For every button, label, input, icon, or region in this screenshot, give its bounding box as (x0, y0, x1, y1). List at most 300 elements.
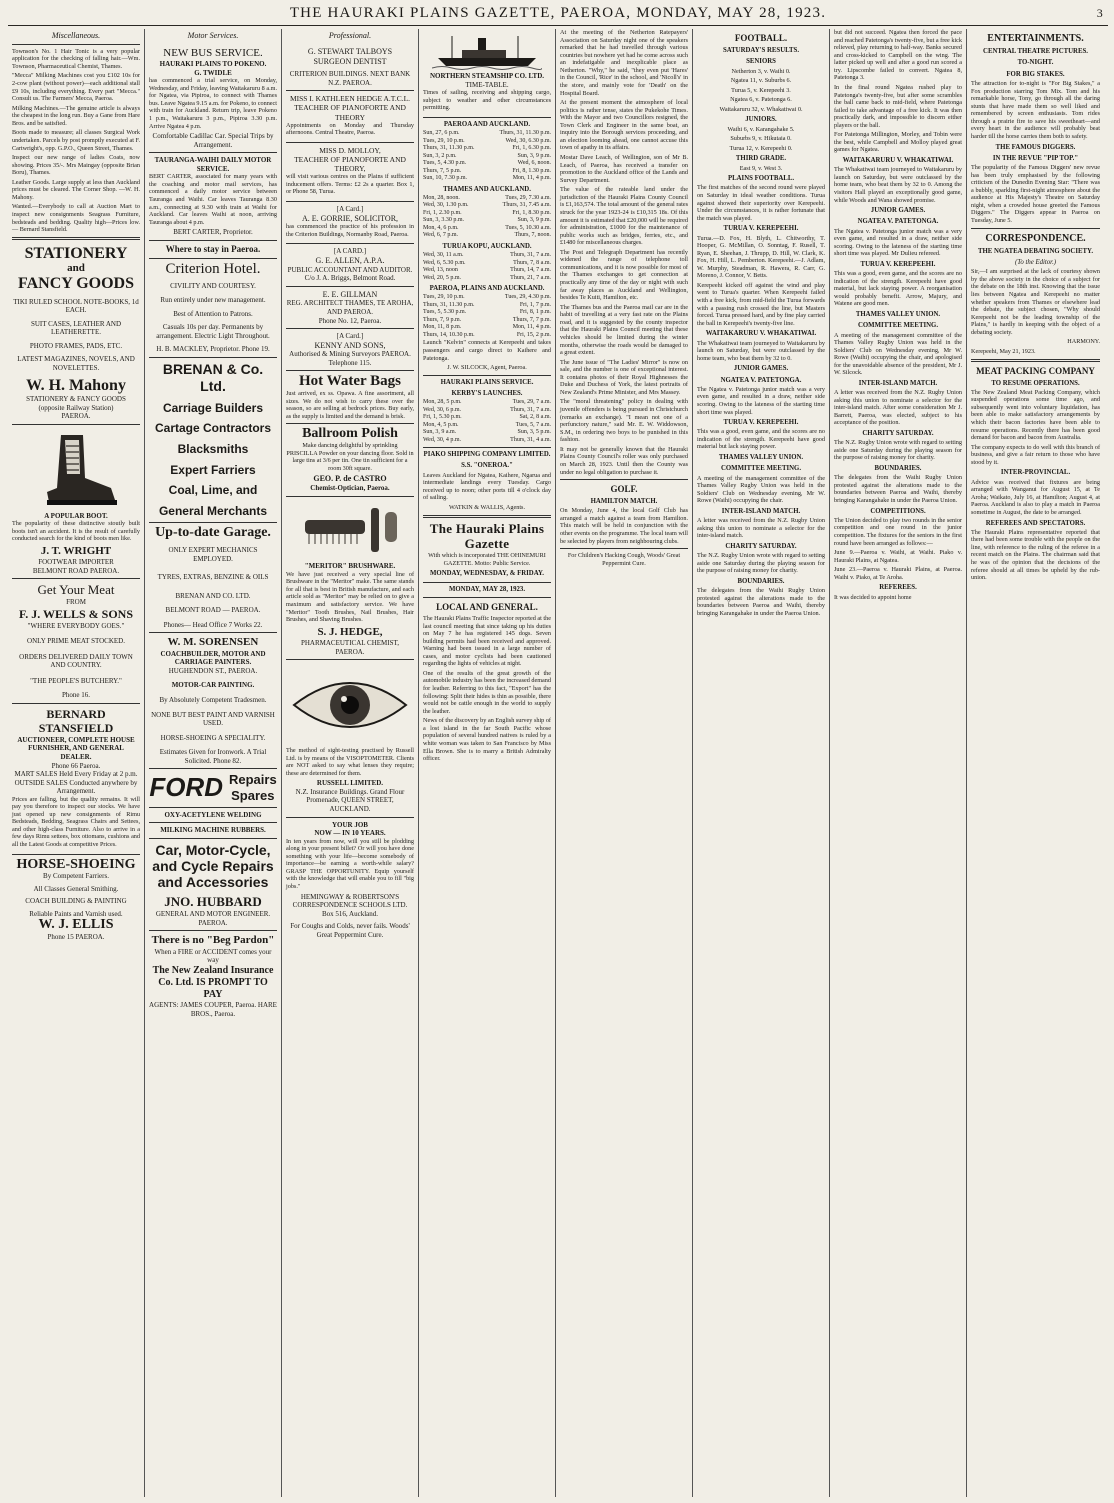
bp-title: Ballroom Polish (302, 426, 398, 442)
card-line: TEACHER OF PIANOFORTE AND THEORY, (294, 155, 406, 174)
boundaries-heading: BOUNDARIES. (874, 465, 922, 472)
garage-ad (149, 523, 277, 634)
result-line: Waihi 6, v. Karangahake 5. (727, 125, 795, 133)
timetable-row (423, 260, 551, 268)
competitions-heading: COMPETITIONS. (870, 507, 926, 515)
bp-copy: Make dancing delightful by sprinkling PRISCILLA Powder on your dancing floor. Sold in large tins at 3/6 per tin. One tin sufficient for a room 30ft square. (286, 442, 414, 472)
match-heading: TURUA V. KEREPEEHI. (860, 260, 936, 268)
results-heading: SATURDAY'S RESULTS. (722, 46, 800, 54)
fixture-line: June 23.—Paeroa v. Hauraki Plains, at Paeroa. Waihi v. Piako, at Te Aroha. (834, 566, 962, 581)
timetable-row (423, 302, 551, 310)
news-paragraph: Turua.—D. Fox, H. Blyth, L. Chitworthy, T. Hooper, G. McMillan, O. Sonntag, F. Rusell, T. Ryan, E. Sheehan, J. Thrupp, D. Hill, W. Clark, K. Fox, H. Hill, L. Pemberton. Kerepeehi.—J. Adlam, W. Murphy, Steadman, R. Hawera, R. Carr, G. Moreno, J. Connor, V. Betts. (697, 234, 825, 280)
tonight-heading: TO-NIGHT. (1017, 59, 1054, 67)
card-copy: has commenced the practice of his profession in the Criterion Buildings, Normanby Road, Paeroa. (286, 223, 414, 238)
news-paragraph: This was a good, even game, and the scores are no indication of the strength. Kerepeehi have good material but lack staying power. (697, 428, 825, 451)
stationery-ad (12, 243, 140, 425)
diggers-heading: THE FAMOUS DIGGERS. (995, 143, 1076, 151)
bus-line: Comfortable Cadillac Car. Special Trips by Arrangement. (152, 132, 274, 149)
gillman-card (286, 287, 414, 329)
meritor-ad (286, 497, 414, 661)
stationery-line: LATEST MAGAZINES, NOVELS, AND NOVELETTES. (17, 355, 135, 372)
gazette-motto: With which is incorporated THE OHINEMURI GAZETTE. Motto: Public Service. (428, 552, 546, 567)
timetable-heading: TURUA KOPU, AUCKLAND. (442, 242, 532, 250)
football-heading: FOOTBALL. (734, 33, 788, 43)
timetable-row (423, 145, 551, 153)
timetable-row (423, 324, 551, 332)
news-paragraph: The value of the rateable land under the jurisdiction of the Hauraki Plains County Council is £1,163,574. The total amount of the general rates struck for the year 1923-24 is £10,315 18s. Of this amount it is estimated that £20,000 will be required for administration, £1000 for the maintenance of public works such as bridges, ferries, etc., and £1480 for miscellaneous charges. (560, 186, 688, 247)
timetable-cell: Thurs, 21, 7 a.m. (510, 274, 551, 281)
card-line: REG. ARCHITECT THAMES, TE AROHA, AND PAEROA. (286, 299, 414, 316)
tw-title: TAURANGA-WAIHI DAILY MOTOR SERVICE. (154, 156, 272, 173)
classified-ad: Milking Machines.—The genuine article is always the cheapest in the long run. Buy a Gane from Hare Bros. and be satisfied. (12, 104, 140, 127)
news-paragraph: One of the results of the great growth of the automobile industry has been the increased demand for leather. Referring to this fact, "Export" has the following: Split their hides is thin as possible, there would not be cattle enough in the world to supply the leather. (423, 669, 551, 715)
sorensen-line: NONE BUT BEST PAINT AND VARNISH USED. (151, 710, 275, 728)
card-tag: [A CARD.] (333, 247, 367, 256)
hw-copy: Just arrived, ex ss. Opawa. A fine assortment, all sizes. We do not wish to carry these over the season, so are selling at bedrock prices. Buy early, as the supply is limited and the demand is brisk. (286, 390, 414, 420)
stay-heading: Where to stay in Paeroa. (165, 243, 261, 254)
kenny-card (286, 329, 414, 371)
match-heading: NGATEA V. PATETONGA. (720, 376, 802, 384)
eye-illustration (290, 665, 410, 745)
criterion-line: H. B. MACKLEY, Proprietor. Phone 19. (156, 345, 270, 354)
sorensen-line: COACHBUILDER, MOTOR AND CARRIAGE PAINTERS. (160, 649, 266, 667)
brushware-illustration (295, 500, 405, 560)
timetable-cell: Thurs, 14, 10.30 p.m. (423, 331, 475, 338)
timetable-row (423, 399, 551, 407)
to-editor: (To the Editor.) (1014, 259, 1057, 267)
timetable-cell: Tues, 29, 4.30 p.m. (504, 294, 551, 301)
news-paragraph: The company expects to do well with this branch of business, and give a fair return to those who have stood by it. (971, 443, 1100, 466)
sorensen-line: HORSE-SHOEING A SPECIALITY. (160, 733, 266, 742)
card-line: TEACHER OF PIANOFORTE AND THEORY (294, 103, 406, 122)
job-school: HEMINGWAY & ROBERTSON'S CORRESPONDENCE SCHOOLS LTD. Box 516, Auckland. (292, 892, 408, 918)
column-1 (8, 29, 145, 1497)
stansfield-line: AUCTIONEER, COMPLETE HOUSE FURNISHER, AND GENERAL DEALER. (17, 735, 135, 761)
brenan-line: Blacksmiths (177, 442, 249, 457)
timetable-cell: Wed, 30, 6.30 p.m. (505, 137, 551, 144)
juniors-results (697, 126, 825, 153)
timetable-cell: Tues, 5, 5.30 p.m. (423, 309, 467, 316)
news-paragraph: It may not be generally known that the Hauraki Plains County Council's roller was only purchased on March 28, 1923. Until then the County was under no legal obligation to purchase it. (560, 445, 688, 476)
boot-illustration (31, 430, 121, 510)
hot-water-bags-ad (286, 371, 414, 496)
tw-proprietor: BERT CARTER, Proprietor. (173, 228, 253, 237)
russell-ad (286, 660, 414, 817)
timetable-row (423, 168, 551, 176)
steamship-ad (423, 29, 551, 118)
timetable-cell: Mon, 28, noon. (423, 194, 460, 201)
kerbys-launches-heading: KERBY'S LAUNCHES. (451, 389, 523, 397)
timetable-heading: THAMES AND AUCKLAND. (443, 185, 531, 193)
news-paragraph: The Post and Telegraph Department has recently widened the range of telephone toll communications, and it is now possible for most of the Thames exchanges to get connection at practically any time of the day or night with such far away places as Auckland and Wellington, besides Te Kuiti, Hamilton, etc. (560, 248, 688, 302)
mahony-line: (opposite Railway Station) (38, 403, 114, 412)
hedge-card (286, 91, 414, 143)
timetable-row (423, 437, 551, 445)
revue-heading: IN THE REVUE "PIP TOP." (992, 154, 1079, 162)
result-line: Suburbs 9, v. Hikutaia 0. (730, 135, 792, 143)
timetable-cell: Fri, 8, 1 p.m. (519, 309, 551, 316)
boot-ad (12, 425, 140, 580)
news-paragraph: It was decided to appoint home (834, 593, 912, 601)
ellis-line: Reliable Paints and Varnish used. (29, 909, 123, 918)
bus-owner: G. TWIDLE (194, 68, 232, 77)
timetable-cell: Mon, 4, 6 p.m. (423, 224, 459, 231)
film-title: FOR BIG STAKES. (1006, 70, 1065, 78)
molloy-card (286, 143, 414, 202)
criterion-line: Casuals 10s per day. Permanents by arrangement. Electric Light Throughout. (156, 323, 270, 340)
meat-line: ORDERS DELIVERED DAILY TOWN AND COUNTRY. (19, 652, 133, 670)
timetable-cell: Sun, 3, 9 a.m. (423, 429, 457, 436)
timetable-cell: Thurs, 7, 5 p.m. (423, 167, 462, 174)
timetable-cell: Sun, 3, 3.30 p.m. (423, 217, 465, 224)
gazette-nameplate: The Hauraki Plains Gazette (429, 520, 545, 552)
local-and-general-heading: LOCAL AND GENERAL. (436, 601, 538, 612)
news-paragraph: The "moral threatening" policy in dealing with juvenile offenders is being pursued in Christchurch (remarks an exchange). "I mean not one of a perfunctory nature," said Mr. E. W. Widdowson, S.M., in ordering two boys to be punished in this fashion. (560, 398, 688, 444)
allen-card (286, 244, 414, 286)
sorensen-ad (149, 633, 277, 769)
horse-shoeing-title: HORSE-SHOEING (16, 856, 136, 872)
timetable-row (423, 210, 551, 218)
timetable-cell: Sat, 2, 8 a.m. (519, 414, 551, 421)
insurance-agents: AGENTS: JAMES COUPER, Paeroa. HARE BROS., Paeroa. (149, 1001, 277, 1018)
sorensen-line: MOTOR-CAR PAINTING. (171, 681, 255, 690)
section-heading-professional: Professional. (328, 31, 372, 40)
third-grade-results (697, 165, 825, 173)
meat-line: "THE PEOPLE'S BUTCHERY." (30, 676, 122, 685)
union-heading: THAMES VALLEY UNION. (718, 454, 804, 462)
nsc-title: NORTHERN STEAMSHIP CO. LTD. (429, 72, 545, 80)
ellis-phone: Phone 15 PAEROA. (47, 933, 105, 942)
peppermint-cure-ad: For Children's Hacking Cough, Woods' Great Peppermint Cure. (567, 552, 681, 567)
news-paragraph: The Union decided to play two rounds in the senior competition and one round in the junior competition. The fixtures for the seniors in the first round have been arranged as follows:— (834, 516, 962, 547)
match-heading: WAITAKARURU V. WHAKATIWAI. (842, 157, 954, 164)
stansfield-sales: MART SALES Held Every Friday at 2 p.m. OUTSIDE SALES Conducted anywhere by Arrangement. (14, 770, 138, 796)
news-paragraph: At the meeting of the Netherton Ratepayers' Association on Saturday night one of the speakers remarked that he had travelled through various countries but nowhere yet had he come across such an indefatigable and inexplicable place as Netherton. "Why," he said, "they even put 'Hares' in the Council, 'Rice' in the school, and 'Nicoll's' in the store, and mainly vote for 'Death' on the Hospital Board. (560, 29, 688, 97)
golf-heading: GOLF. (610, 484, 638, 495)
gorrie-card (286, 202, 414, 244)
boot-wright: J. T. WRIGHT (40, 545, 112, 558)
news-paragraph: A letter was received from the N.Z. Rugby Union asking this union to nominate a selector for the inter-island match. (697, 517, 825, 540)
timetable-row (423, 138, 551, 146)
news-paragraph: The N.Z. Rugby Union wrote with regard to setting aside one Saturday during the playing season for the purpose of raising money for charity. (834, 439, 962, 462)
timetable-cell: Sun, 10, 7.30 p.m. (423, 175, 468, 182)
meat-packing-subheading: TO RESUME OPERATIONS. (991, 379, 1080, 387)
hw-title: Hot Water Bags (299, 373, 401, 390)
criterion-ad (149, 241, 277, 358)
timetable-cell: Tues, 29, 7 a.m. (512, 399, 551, 406)
timetable-cell: Sun, 3, 5 p.m. (517, 429, 551, 436)
timetable-thames-auckland (423, 195, 551, 240)
masthead-title: THE HAURAKI PLAINS GAZETTE, PAEROA, MONDAY, MAY 28, 1923. (289, 5, 827, 21)
mahony-line: PAEROA. (61, 412, 91, 421)
news-paragraph: In the final round Ngatea rushed play to Patetonga's twenty-five, but after some scrambles the ball came back to mid-field, where Patetonga failed to take advantage of a free kick. It was then practically dark, and impossible to discern either players or the ball. (834, 83, 962, 129)
hubbard-name: JNO. HUBBARD (164, 894, 262, 910)
timetable-row (423, 130, 551, 138)
timetable-paeroa-auckland (423, 130, 551, 183)
news-paragraph: The Hauraki Plains representative reported that there had been some trouble with the people on the line, with reference to the ruling of the referee in a recent match on the Plains. The chairman said that he was of the opinion that the decisions of the referee should at all times be upheld by the rub-union. (971, 528, 1100, 582)
timetable-row (423, 414, 551, 422)
timetable-cell: Fri, 8, 1.30 p.m. (512, 167, 551, 174)
brenan-title: BRENAN & Co. Ltd. (162, 360, 264, 394)
classified-ad: Townson's No. 1 Hair Tonic is a very popular application for the checking of falling hair.—Wm. Townson, Pharmaceutical Chemist, Thames. (12, 47, 140, 70)
timetable-row (423, 422, 551, 430)
seniors-results (697, 68, 825, 114)
correspondence-school-ad (286, 818, 414, 943)
ford-spares: Spares (231, 788, 275, 804)
hedge-chemist-name: S. J. HEDGE, (317, 625, 383, 638)
result-line: Ngatea 6, v. Patetonga 6. (730, 96, 792, 104)
timetable-cell: Thurs, 31, 11.30 p.m. (423, 145, 475, 152)
timetable-cell: Mon, 4, 5 p.m. (423, 421, 459, 428)
classified-ad: Leather Goods. Large supply at less than Auckland prices must be cleared. The Corner Shop. —W. H. Mahony. (12, 178, 140, 201)
match-heading: TURUA V. KEREPEEHI. (723, 225, 799, 233)
timetable-row (423, 294, 551, 302)
timetable-cell: Thurs, 31, 7.45 a.m. (502, 202, 551, 209)
letter-dateline: Kerepeehi, May 21, 1923. (971, 347, 1036, 355)
timetable-cell: Wed, 30, 4 p.m. (423, 436, 462, 443)
card-copy: will visit various centres on the Plains if sufficient inducement offers. Terms: £2 2s a quarter. Box 1, or Phone 58, Turua. (286, 173, 414, 196)
inter-island-heading: INTER-ISLAND MATCH. (721, 507, 801, 515)
insurance-company: The New Zealand Insurance Co. Ltd. IS PROMPT TO PAY (152, 964, 274, 1000)
timetable-row (423, 225, 551, 233)
hedge-chemist-line: PHARMACEUTICAL CHEMIST, PAEROA. (300, 639, 399, 656)
bus-copy: has commenced a trial service, on Monday, Wednesday, and Friday, leaving Waitakaruru 8 a.m. for Ngatea, via Pipiroa, to connect with Thames bus. Leave Ngatea 9.15 a.m. for Pokeno, to connect with train for Auckland. Return trip, leave Pokeno 1 p.m., Waitakaruru 3 p.m., Pipiroa 3.30 p.m. Arrive Ngatea 4 p.m. (149, 77, 278, 130)
timetable-cell: Wed, 20, 5 p.m. (423, 274, 462, 281)
news-paragraph: On Monday, June 4, the local Golf Club has arranged a match against a team from Hamilton. This match will be held in conjunction with the other events on the programme. The local team will be selected by players from neighbouring clubs. (560, 507, 688, 545)
timetable-row (423, 160, 551, 168)
column-7 (830, 29, 967, 1497)
job-subtitle: NOW — IN 10 YEARS. (314, 829, 386, 838)
boot-heading: A POPULAR BOOT. (44, 511, 108, 520)
column-8 (967, 29, 1104, 1497)
timetable-row (423, 217, 551, 225)
timetable-cell: Tues, 5, 10.30 a.m. (505, 224, 551, 231)
ford-repairs: Repairs (228, 772, 277, 788)
charity-heading: CHARITY SATURDAY. (725, 542, 797, 550)
timetable-cell: Fri, 1, 7 p.m. (519, 301, 551, 308)
timetable-cell: Wed, 6, 5.30 p.m. (423, 259, 466, 266)
third-grade-heading: THIRD GRADE. (735, 155, 787, 163)
timetable-row (423, 153, 551, 161)
timetable-cell: Thurs, 7, 9 p.m. (423, 316, 462, 323)
page-number: 3 (1096, 6, 1104, 20)
stationery-and: and (67, 262, 85, 275)
match-heading: TURUA V. KEREPEEHI. (723, 419, 799, 427)
timetable-cell: Thurs, 31, 11.30 p.m. (423, 301, 475, 308)
hauraki-service-heading: HAURAKI PLAINS SERVICE. (440, 378, 534, 386)
brenan-line: General Merchants (158, 503, 268, 518)
nsc-subtitle: TIME-TABLE. (465, 80, 509, 89)
timetable-cell: Fri, 15, 2 p.m. (516, 331, 551, 338)
news-paragraph: The delegates from the Waihi Rugby Union protested against the alterations made to the boundaries between Paeroa and Waihi, thereby bringing Karangahake in under the Paeroa Union. (834, 474, 962, 504)
meat-line: "WHERE EVERYBODY GOES." (27, 621, 125, 630)
steamship-illustration (432, 34, 542, 70)
timetable-cell: Tues, 5, 4.30 p.m. (423, 160, 467, 167)
news-paragraph: The first matches of the second round were played on Saturday in ideal weather conditions. Turua against showed their superiority over Kerepeehi. Under the circumstances, it is rather fortunate that the match was played. (697, 184, 825, 222)
timetable-cell: Thurs, 7, 8 a.m. (513, 259, 551, 266)
brenan-line: Carriage Builders (162, 400, 264, 415)
ellis-line: By Competent Farriers. (43, 872, 109, 881)
stansfield-copy: Prices are falling, but the quality remains. It will pay you therefore to inspect our stocks. We have just opened up new consignments of Rimu Bedsteads, Bedding, Seagrass Chairs and Settees, and other high-class Furniture. Also to arrive in a few days Rimu settees, box ottomans, cushions and all the Latest Goods at competitive Prices. (12, 795, 140, 849)
hubbard-title: Car, Motor-Cycle, and Cycle Repairs and Accessories (152, 841, 274, 891)
timetable-row (423, 429, 551, 437)
card-copy: Appointments on Monday and Thursday afternoons. Central Theatre, Paeroa. (286, 121, 414, 137)
result-line: Turua 5, v. Kerepeehi 3. (731, 86, 791, 94)
result-line: Waitakaruru 32, v. Whakatiwai 0. (719, 105, 803, 113)
timetable-cell: Mon, 11, 4 p.m. (512, 175, 551, 182)
sorensen-name: W. M. SORENSEN (167, 636, 259, 649)
stationery-title: STATIONERY (24, 244, 128, 262)
piako-copy: Leaves Auckland for Ngatea, Kaihere, Ngarua and intermediate landings every Tuesday. Cargo received up to noon; other ports till 4 o'clock day of sailing. (423, 471, 551, 502)
columns (8, 29, 1108, 1497)
stansfield-phone: Phone 66 Paeroa. (51, 761, 101, 770)
criterion-line: Run entirely under new management. (160, 296, 266, 304)
decastro-name: GEO. P. de CASTRO (313, 474, 387, 484)
timetable-cell: Wed, 30, 11 a.m. (423, 252, 464, 259)
section-heading-miscellaneous: Miscellaneous. (51, 31, 101, 40)
classified-ad: Inspect our new range of ladies Coats, now showing. Prices 35/-. Mrs Maingay (opposite Brian Boru), Thames. (12, 154, 140, 177)
brenan-line: Expert Farriers (170, 462, 256, 477)
meat-wells: F. J. WELLS & SONS (18, 606, 134, 621)
classified-ad: "Mecca" Milking Machines cost you £102 10s for 2-cow plant (without power)—each additional stall £9 10s, including everything. Every part "Mecca." Consult us. The Farmers' Mecca, Paeroa. (12, 72, 140, 103)
russell-address: N.Z. Insurance Buildings. Grand Flour Promenade, QUEEN STREET, AUCKLAND. (295, 787, 405, 813)
card-name: E. E. GILLMAN (322, 289, 378, 299)
brenan-ad (149, 358, 277, 523)
meat-line: ONLY PRIME MEAT STOCKED. (27, 637, 125, 646)
brenan-line: Cartage Contractors (154, 421, 272, 436)
piako-agents: WATKIN & WALLIS, Agents. (448, 504, 525, 511)
news-paragraph: but did not succeed. Ngatea then forced the pace and reached Patetonga's twenty-five, but a free kick relieved, play returning to half-way. Banks secured and cross-kicked to Campbell on the wing. The latter picked up well and after a good run scored a try. Lipscombe failed to convert. Ngatea 8, Patetonga 3. (834, 29, 962, 82)
boot-line: FOOTWEAR IMPORTER (38, 558, 114, 567)
garage-phones: Phones— Head Office 7 Works 22. (163, 620, 263, 629)
timetable-row (423, 202, 551, 210)
timetable-turua-kopu (423, 252, 551, 282)
insurance-heading: There is no "Beg Pardon" (151, 934, 275, 947)
card-name: KENNY AND SONS, (314, 340, 386, 350)
timetable-cell: Thurs, 14, 7 a.m. (510, 267, 551, 274)
timetable-cell: Wed, 13, noon (423, 267, 458, 274)
card-name: MISS I. KATHLEEN HEDGE A.T.C.L. (289, 94, 411, 104)
ellis-line: All Classes General Smithing. (33, 884, 119, 893)
mahony-name: W. H. Mahony (26, 377, 126, 395)
timetable-cell: Fri, 1, 8.30 p.m. (512, 209, 551, 216)
timetable-cell: Thurs, 31, 7 a.m. (510, 252, 551, 259)
ellis-ad (12, 855, 140, 945)
bus-service-ad (149, 44, 277, 153)
card-line: Phone No. 12, Paeroa. (318, 316, 382, 325)
letter-heading: THE NGATEA DEBATING SOCIETY. (977, 247, 1094, 255)
referees-heading: REFEREES. (879, 584, 917, 592)
ellis-name: W. J. ELLIS (38, 917, 114, 933)
union-heading: THAMES VALLEY UNION. (855, 311, 941, 318)
junior-games-heading: JUNIOR GAMES. (870, 207, 926, 215)
job-title: YOUR JOB (332, 820, 368, 829)
ford-ad (149, 769, 277, 839)
meat-phone: Phone 16. (62, 691, 90, 700)
meat-ad (12, 579, 140, 703)
garage-line: TYRES, EXTRAS, BENZINE & OILS (157, 573, 269, 582)
russell-name: RUSSELL LIMITED. (316, 779, 384, 788)
ford-line: OXY-ACETYLENE WELDING (164, 810, 262, 819)
timetable-row (423, 252, 551, 260)
timetable-cell: Mon, 28, 5 p.m. (423, 399, 462, 406)
timetable-cell: Mon, 11, 4 p.m. (512, 324, 551, 331)
timetable-heading: PAEROA, PLAINS AND AUCKLAND. (429, 285, 545, 293)
sorensen-line: Estimates Given for Ironwork. A Trial Solicited. Phone 82. (159, 748, 267, 765)
timetable-cell: Thurs, 31, 7 a.m. (510, 406, 551, 413)
timetable-cell: Fri, 1, 2.30 p.m. (423, 209, 462, 216)
card-line: CRITERION BUILDINGS. NEXT BANK N.Z. PAEROA. (289, 70, 411, 87)
card-line: C/o J. A. Briggs, Belmont Road. (304, 274, 396, 283)
timetable-cell: Thurs, 7, 7 p.m. (512, 316, 551, 323)
gazette-days: MONDAY, WEDNESDAY, & FRIDAY. (430, 570, 544, 578)
entertainments-heading: ENTERTAINMENTS. (987, 33, 1084, 44)
classified-ad: Boots made to measure; all classes Surgical Work undertaken. Parcels by post promptly executed at F. Cartwright's, opp. G.P.O., Queen Street, Thames. (12, 129, 140, 152)
news-paragraph: Kerepeehi kicked off against the wind and play went to Turua's quarter. When Kerepeehi failed with a free kick, from mid-field the Turua forwards with a passing rush crossed the line, but Masters forced. Turua pressed hard, and by fine play carried the ball in Kerepeehi's twenty-five line. (697, 281, 825, 327)
timetable-cell: Fri, 1, 6.30 p.m. (512, 145, 551, 152)
tw-copy: BERT CARTER, associated for many years with the coaching and motor mail services, has commenced a daily motor service between Tauranga and Waihi. Car leaves Tauranga 8.30 a.m., connecting at 9.30 with train at Waihi for Auckland. Car leaves Waihi at noon, arriving Tauranga about 4 p.m. (149, 173, 277, 226)
news-paragraph: The N.Z. Rugby Union wrote with regard to setting aside one Saturday during the playing season for the purpose of raising money for charity. (697, 552, 825, 575)
news-paragraph: The Whakatiwai team journeyed to Waitakaruru by launch on Saturday, but were outclassed by the home team, who beat them by 32 to 0. Among the visitors Hall played an exceptionally good game, while Woods and Wana showed promise. (834, 166, 962, 204)
news-paragraph: This was a good, even game, and the scores are no indication of the strength. Kerepeehi have good material, but lack staying power. A reorganisation would probably benefit. Arrow, Majury, and Watene are good men. (834, 270, 962, 308)
timetable-row (423, 232, 551, 240)
result-line: Ngatea 11, v. Suburbs 6. (730, 77, 792, 85)
timetable-cell: Wed, 30, 6 p.m. (423, 406, 462, 413)
timetable-cell: Wed, 6, noon. (517, 160, 551, 167)
inter-island-heading: INTER-ISLAND MATCH. (858, 379, 938, 387)
result-line: East 9, v. West 3. (739, 164, 783, 172)
news-paragraph: The Hauraki Plains Traffic Inspector reported at the last council meeting that since taking up his duties on May 7 he has registered 145 dogs. Seven building permits had been received and approved. Warning had been issued in a large number of cases, and motor cyclists had been cautioned regarding the lights of vehicles at night. (423, 614, 551, 668)
stationery-line: SUIT CASES, LEATHER AND LEATHERETTE. (30, 319, 122, 337)
meat-packing-heading: MEAT PACKING COMPANY (976, 365, 1095, 376)
bus-route: HAURAKI PLAINS TO POKENO. (159, 60, 267, 69)
decastro-line: Chemist-Optician, Paeroa. (310, 484, 390, 493)
card-name: A. E. GORRIE, SOLICITOR, (301, 213, 399, 223)
talboys-card (286, 44, 414, 92)
stationery-fancy-goods: FANCY GOODS (18, 274, 134, 292)
referees-spectators-heading: REFEREES AND SPECTATORS. (985, 519, 1086, 527)
boundaries-heading: BOUNDARIES. (737, 577, 785, 585)
card-name: G. E. ALLEN, A.P.A. (315, 255, 385, 265)
timetable-kerbys (423, 399, 551, 444)
letter-signature: HARMONY. (1067, 338, 1100, 346)
seniors-heading: SENIORS (746, 58, 776, 66)
news-paragraph: A meeting of the management committee of the Thames Valley Rugby Union was held in the Soldiers' Club on Wednesday evening, Mr W. Rowe (Waihi) occupying the chair. (697, 474, 825, 505)
timetable-row (423, 267, 551, 275)
correspondence-heading: CORRESPONDENCE. (985, 232, 1086, 244)
timetable-cell: Sun, 27, 6 p.m. (423, 130, 460, 137)
match-heading: WAITAKARURU V. WHAKATIWAI. (705, 330, 817, 338)
committee-heading: COMMITTEE MEETING. (720, 465, 802, 473)
card-line: PUBLIC ACCOUNTANT AND AUDITOR. (287, 265, 413, 274)
meat-heading: Get Your Meat (37, 582, 115, 598)
peppermint-cure-ad: For Coughs and Colds, never fails. Woods' Great Peppermint Cure. (290, 922, 410, 939)
piako-ship: S.S. "ONEROA." (461, 462, 513, 470)
news-paragraph: For Patetonga Millington, Morley, and Tobin were the best, while Campbell and Molloy played great games for Ngatea. (834, 131, 962, 154)
boot-line: BELMONT ROAD PAEROA. (32, 566, 120, 575)
news-paragraph: The Ngatea v. Patetonga junior match was a very even game, and resulted in a draw, neither side scoring. Owing to the lateness of the starting time short time was played. Mr Dulieu refereed. (834, 227, 962, 258)
stationery-line: TIKI RULED SCHOOL NOTE-BOOKS, 1d EACH. (13, 297, 139, 315)
timetable-cell: Thurs, 31, 4 a.m. (510, 436, 551, 443)
news-paragraph: Advice was received that fixtures are being arranged with Wanganui for August 15, at Te Aroha; Waikato, July 16, at Hamilton; August 4, at Paeroa. Auckland is also to play a match in Paeroa sometime in August, the date to be arranged. (971, 478, 1100, 516)
plains-football-heading: PLAINS FOOTBALL. (727, 175, 795, 183)
news-paragraph: The June issue of "The Ladies' Mirror" is now on sale, and the number is one of exceptional interest. It contains photos of their Royal Highnesses the Duke and Duchess of York, the latest portraits of New Zealand's Prime Minister, and Mrs Massey. (560, 358, 688, 396)
garage-line: BELMONT ROAD — PAEROA. (165, 606, 261, 615)
golf-subheading: HAMILTON MATCH. (590, 498, 658, 506)
timetable-cell: Fri, 1, 5.30 p.m. (423, 414, 462, 421)
result-line: Turua 12, v. Kerepeehi 0. (729, 144, 793, 152)
job-copy: In ten years from now, will you still be plodding along in your present billet? Or will you have done something with your life—become somebody of importance—be earning a worth-while salary? GRASP THE OPPORTUNITY. Equip yourself with the knowledge that will enable you to fill "big jobs." (286, 837, 414, 890)
